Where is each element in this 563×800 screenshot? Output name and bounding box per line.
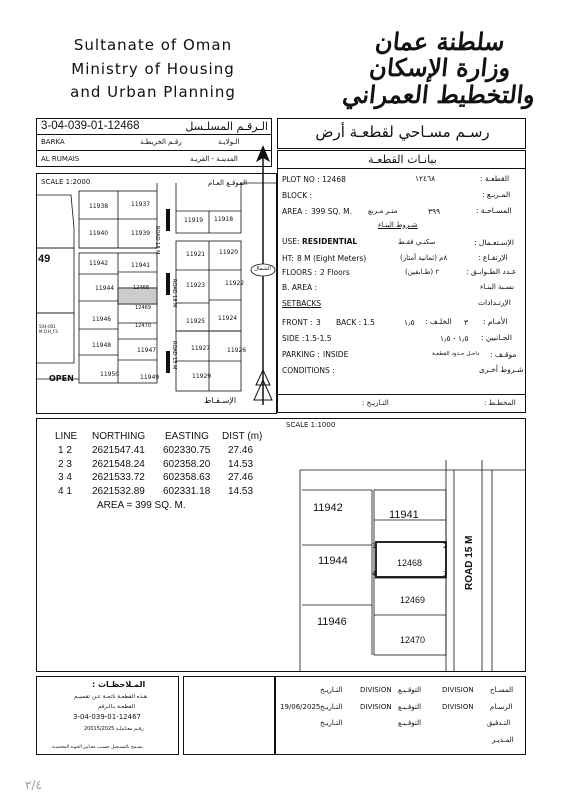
dm-plot: 11944 bbox=[318, 555, 348, 567]
gm-side-plot: 49 bbox=[38, 253, 51, 265]
header-ar-line2: وزارة الإسكان bbox=[368, 53, 513, 82]
setbacks-label: SETBACKS bbox=[282, 299, 322, 308]
sig-division2: DIVISION bbox=[442, 686, 474, 694]
gm-road-label3: ROAD 15 M bbox=[171, 341, 177, 370]
sig-division2: DIVISION bbox=[442, 703, 474, 711]
height-label: HT: bbox=[282, 254, 294, 263]
gm-plot: 11927 bbox=[191, 345, 211, 352]
coords-row-northing: 2621532.89 bbox=[92, 486, 145, 497]
use-value: RESIDENTIAL bbox=[302, 237, 358, 246]
back-label: BACK : bbox=[336, 318, 362, 327]
coords-row-easting: 602358.20 bbox=[163, 459, 211, 470]
serial-number: 3-04-039-01-12468 bbox=[41, 120, 140, 132]
wilayat-en: BARKA bbox=[41, 138, 65, 146]
map-no-ar: رقـم الخريطـة bbox=[140, 138, 182, 146]
floors-ar-value: ٢ (طـابقين) bbox=[405, 268, 440, 276]
detail-map-scale: SCALE 1:1000 bbox=[286, 421, 336, 429]
block-label: BLOCK : bbox=[282, 191, 313, 200]
village-en: AL RUMAIS bbox=[41, 155, 80, 163]
sig-date-ar: التـاريـخ bbox=[320, 686, 343, 694]
sig-date-ar: التـاريـخ bbox=[320, 719, 343, 727]
gm-road-label2: ROAD 18 M bbox=[171, 279, 177, 308]
floors-label: FLOORS : bbox=[282, 268, 317, 277]
back-ar-value: ١٫٥ bbox=[404, 318, 415, 327]
sig-sign-ar: التوقـيـع bbox=[398, 719, 422, 727]
dm-plot: 12470 bbox=[400, 635, 426, 645]
use-ar: الإسـتعـمال : bbox=[474, 238, 514, 247]
barea-label: B. AREA : bbox=[282, 283, 318, 292]
parking-ar: موقـف : bbox=[490, 350, 517, 359]
gm-plot: 11925 bbox=[186, 318, 206, 325]
coords-header-northing: NORTHING bbox=[92, 431, 146, 442]
notes-title-ar: المـلاحظـات : bbox=[92, 680, 146, 689]
gm-plot: 11937 bbox=[131, 201, 151, 208]
gm-plot: 11950 bbox=[100, 371, 120, 378]
dm-plot: 12469 bbox=[400, 595, 426, 605]
plot-data-ar: بيانـات القطعـة bbox=[368, 153, 437, 166]
coords-row-line: 4 1 bbox=[58, 486, 72, 497]
parking-ar-value: داخـل حـدود القطعـة bbox=[432, 351, 480, 357]
height-ar: الإرتفـاع : bbox=[478, 253, 508, 262]
gm-plot: 12470 bbox=[135, 323, 151, 329]
sig-role-ar: الرسـام bbox=[490, 703, 513, 711]
gm-plot: 11949 bbox=[140, 374, 160, 381]
gm-plot: 11929 bbox=[192, 373, 212, 380]
front-ar: الأمـام : bbox=[483, 317, 508, 326]
coords-row-line: 2 3 bbox=[58, 459, 72, 470]
front-label: FRONT : bbox=[282, 318, 313, 327]
front-value: 3 bbox=[316, 318, 321, 327]
side-label: SIDE : bbox=[282, 334, 305, 343]
serial-label-ar: الـرقـم المسلـسل bbox=[185, 120, 268, 133]
coords-row-easting: 602330.75 bbox=[163, 445, 211, 456]
coords-row-dist: 14.53 bbox=[228, 486, 254, 497]
dm-plot: 11946 bbox=[317, 616, 347, 628]
gm-plot: 11946 bbox=[92, 316, 112, 323]
header-en-line3: and Urban Planning bbox=[70, 83, 236, 101]
building-conditions-ar: شـروط البنـاء bbox=[378, 221, 418, 229]
coords-row-northing: 2621533.72 bbox=[92, 472, 145, 483]
coords-row-northing: 2621547.41 bbox=[92, 445, 145, 456]
gm-plot: 11940 bbox=[89, 230, 109, 237]
floors-value: 2 Floors bbox=[320, 268, 350, 277]
gm-open-label: OPEN bbox=[49, 374, 74, 383]
dm-plot: 11941 bbox=[389, 509, 419, 521]
sig-date-ar: التـاريـخ bbox=[320, 703, 343, 711]
conditions-ar: شـروط أخـرى bbox=[479, 365, 524, 374]
area-ar: المسـاحـة : bbox=[476, 206, 512, 215]
coords-header-line: LINE bbox=[55, 431, 78, 442]
notes-line4: 20015/2025 رقـم معـاملـة bbox=[84, 726, 144, 732]
wilayat-ar: الـولايـة bbox=[218, 138, 240, 146]
setbacks-ar: الإرتـدادات bbox=[478, 298, 511, 307]
coords-row-line: 1 2 bbox=[58, 445, 72, 456]
coords-row-dist: 27.46 bbox=[228, 445, 254, 456]
plot-no-ar: القطعـة : bbox=[480, 174, 510, 183]
gm-plot: 11920 bbox=[219, 249, 239, 256]
coords-row-dist: 14.53 bbox=[228, 459, 254, 470]
gm-plot: 12469 bbox=[135, 305, 151, 311]
sig-sign-ar: التوقـيـع bbox=[398, 703, 422, 711]
gm-plot: 11941 bbox=[131, 262, 151, 269]
stamp-box bbox=[183, 676, 275, 755]
sig-division: DIVISION bbox=[360, 686, 392, 694]
notes-footer-ar: يسـمح بالتسـجيل حسـب معـايير الجهـة المختصـة bbox=[52, 745, 143, 750]
floors-ar: عـدد الطـوابـق : bbox=[466, 267, 517, 276]
area-ar-unit: متـر مـربع bbox=[368, 207, 398, 215]
barea-ar: نسـبة البنـاء bbox=[480, 283, 515, 291]
side-value: 1.5-1.5 bbox=[305, 334, 332, 343]
area-label: AREA : bbox=[282, 207, 308, 216]
gm-plot: 11923 bbox=[186, 282, 206, 289]
coords-row-dist: 27.46 bbox=[228, 472, 254, 483]
coords-header-easting: EASTING bbox=[165, 431, 209, 442]
gm-small-note: 504-001 M.O.H_F3 bbox=[39, 324, 58, 334]
gm-plot: 11948 bbox=[92, 342, 112, 349]
planner-ar: المخطـط : bbox=[484, 399, 516, 407]
notes-line1-ar: هـذه القطعـة ناتجـة عـن تقسيـم bbox=[74, 694, 148, 700]
north-label-ar: الشمال bbox=[254, 266, 271, 272]
plot-no-label: PLOT NO : bbox=[282, 175, 320, 184]
area-ar-value: ٣٩٩ bbox=[428, 207, 441, 216]
coords-row-easting: 602358.63 bbox=[163, 472, 211, 483]
notes-line2-ar: القطعـة بـالـرقم bbox=[98, 704, 135, 710]
plot-no-value: 12468 bbox=[322, 175, 346, 184]
gm-plot: 11939 bbox=[131, 230, 151, 237]
coords-area: AREA = 399 SQ. M. bbox=[97, 500, 186, 511]
coords-header-dist: DIST (m) bbox=[222, 431, 263, 442]
coords-row-line: 3 4 bbox=[58, 472, 72, 483]
gm-projection-ar: الإسـقـاط bbox=[204, 396, 237, 405]
side-ar: الجـانبين : bbox=[481, 333, 512, 342]
sig-sign-ar: التوقـيـع bbox=[398, 686, 422, 694]
parking-value: INSIDE bbox=[323, 350, 349, 359]
gm-plot: 11922 bbox=[225, 280, 245, 287]
use-label: USE: bbox=[282, 237, 300, 246]
gm-plot: 11921 bbox=[186, 251, 206, 258]
gm-plot: 11926 bbox=[227, 347, 247, 354]
sig-division: DIVISION bbox=[360, 703, 392, 711]
village-ar: المدينـة - القريـة bbox=[190, 155, 238, 163]
general-map-label-ar: الموقـع العـام bbox=[208, 179, 248, 187]
height-ar-value: ٨م (ثمانية أمتار) bbox=[400, 254, 448, 262]
dm-vertex: 3 bbox=[443, 570, 448, 578]
dm-vertex: 4 bbox=[372, 570, 377, 578]
dm-plot: 11942 bbox=[313, 502, 343, 514]
side-ar-value: ١٫٥ - ١٫٥ bbox=[440, 334, 469, 343]
coords-row-easting: 602331.18 bbox=[163, 486, 211, 497]
block-ar: المـربـع : bbox=[482, 190, 511, 199]
north-arrow-icon bbox=[250, 140, 276, 410]
notes-line3: 3-04-039-01-12467 bbox=[73, 713, 142, 721]
use-ar-value: سكنـي فقـط bbox=[398, 238, 436, 246]
page-number: ٢/٤ bbox=[25, 778, 42, 792]
gm-plot: 11947 bbox=[137, 347, 157, 354]
back-ar: الخلـف : bbox=[425, 317, 452, 326]
dm-plot-selected: 12468 bbox=[397, 558, 423, 568]
area-value: 399 SQ. M. bbox=[311, 207, 352, 216]
back-value: 1.5 bbox=[363, 318, 375, 327]
dm-vertex: 1 bbox=[372, 542, 377, 550]
gm-plot: 11944 bbox=[95, 285, 115, 292]
general-map-scale: SCALE 1:2000 bbox=[41, 178, 91, 186]
header-en-line2: Ministry of Housing bbox=[71, 60, 235, 78]
conditions-label: CONDITIONS : bbox=[282, 366, 335, 375]
dm-road-label: ROAD 15 M bbox=[464, 535, 475, 590]
plot-no-ar-value: ١٢٤٦٨ bbox=[415, 174, 436, 183]
header-en-line1: Sultanate of Oman bbox=[73, 36, 233, 54]
dm-vertex: 2 bbox=[443, 542, 448, 550]
date-ar: التـاريـخ : bbox=[362, 399, 389, 407]
sig-date: 19/06/2025 bbox=[280, 703, 321, 711]
sig-role-ar: المسـاح bbox=[490, 686, 514, 694]
front-ar-value: ٣ bbox=[464, 318, 469, 327]
coords-row-northing: 2621548.24 bbox=[92, 459, 145, 470]
header-ar-line1: سلطنة عمان bbox=[373, 27, 507, 56]
header-ar-line3: والتخطيط العمراني bbox=[341, 80, 537, 109]
gm-plot: 11942 bbox=[89, 260, 109, 267]
title-ar: رسـم مسـاحي لقطعـة أرض bbox=[315, 123, 490, 141]
gm-plot: 11924 bbox=[218, 315, 238, 322]
gm-road-label: ROAD 18 M bbox=[154, 226, 160, 255]
gm-plot: 11918 bbox=[214, 216, 234, 223]
gm-plot: 11938 bbox=[89, 203, 109, 210]
sig-role-ar: التـدقيق bbox=[487, 719, 511, 727]
sig-role-ar: المـديـر bbox=[492, 736, 514, 744]
gm-plot-selected: 12468 bbox=[133, 285, 149, 291]
gm-plot: 11919 bbox=[184, 217, 204, 224]
height-value: 8 M (Eight Meters) bbox=[297, 254, 367, 263]
parking-label: PARKING : bbox=[282, 350, 320, 359]
